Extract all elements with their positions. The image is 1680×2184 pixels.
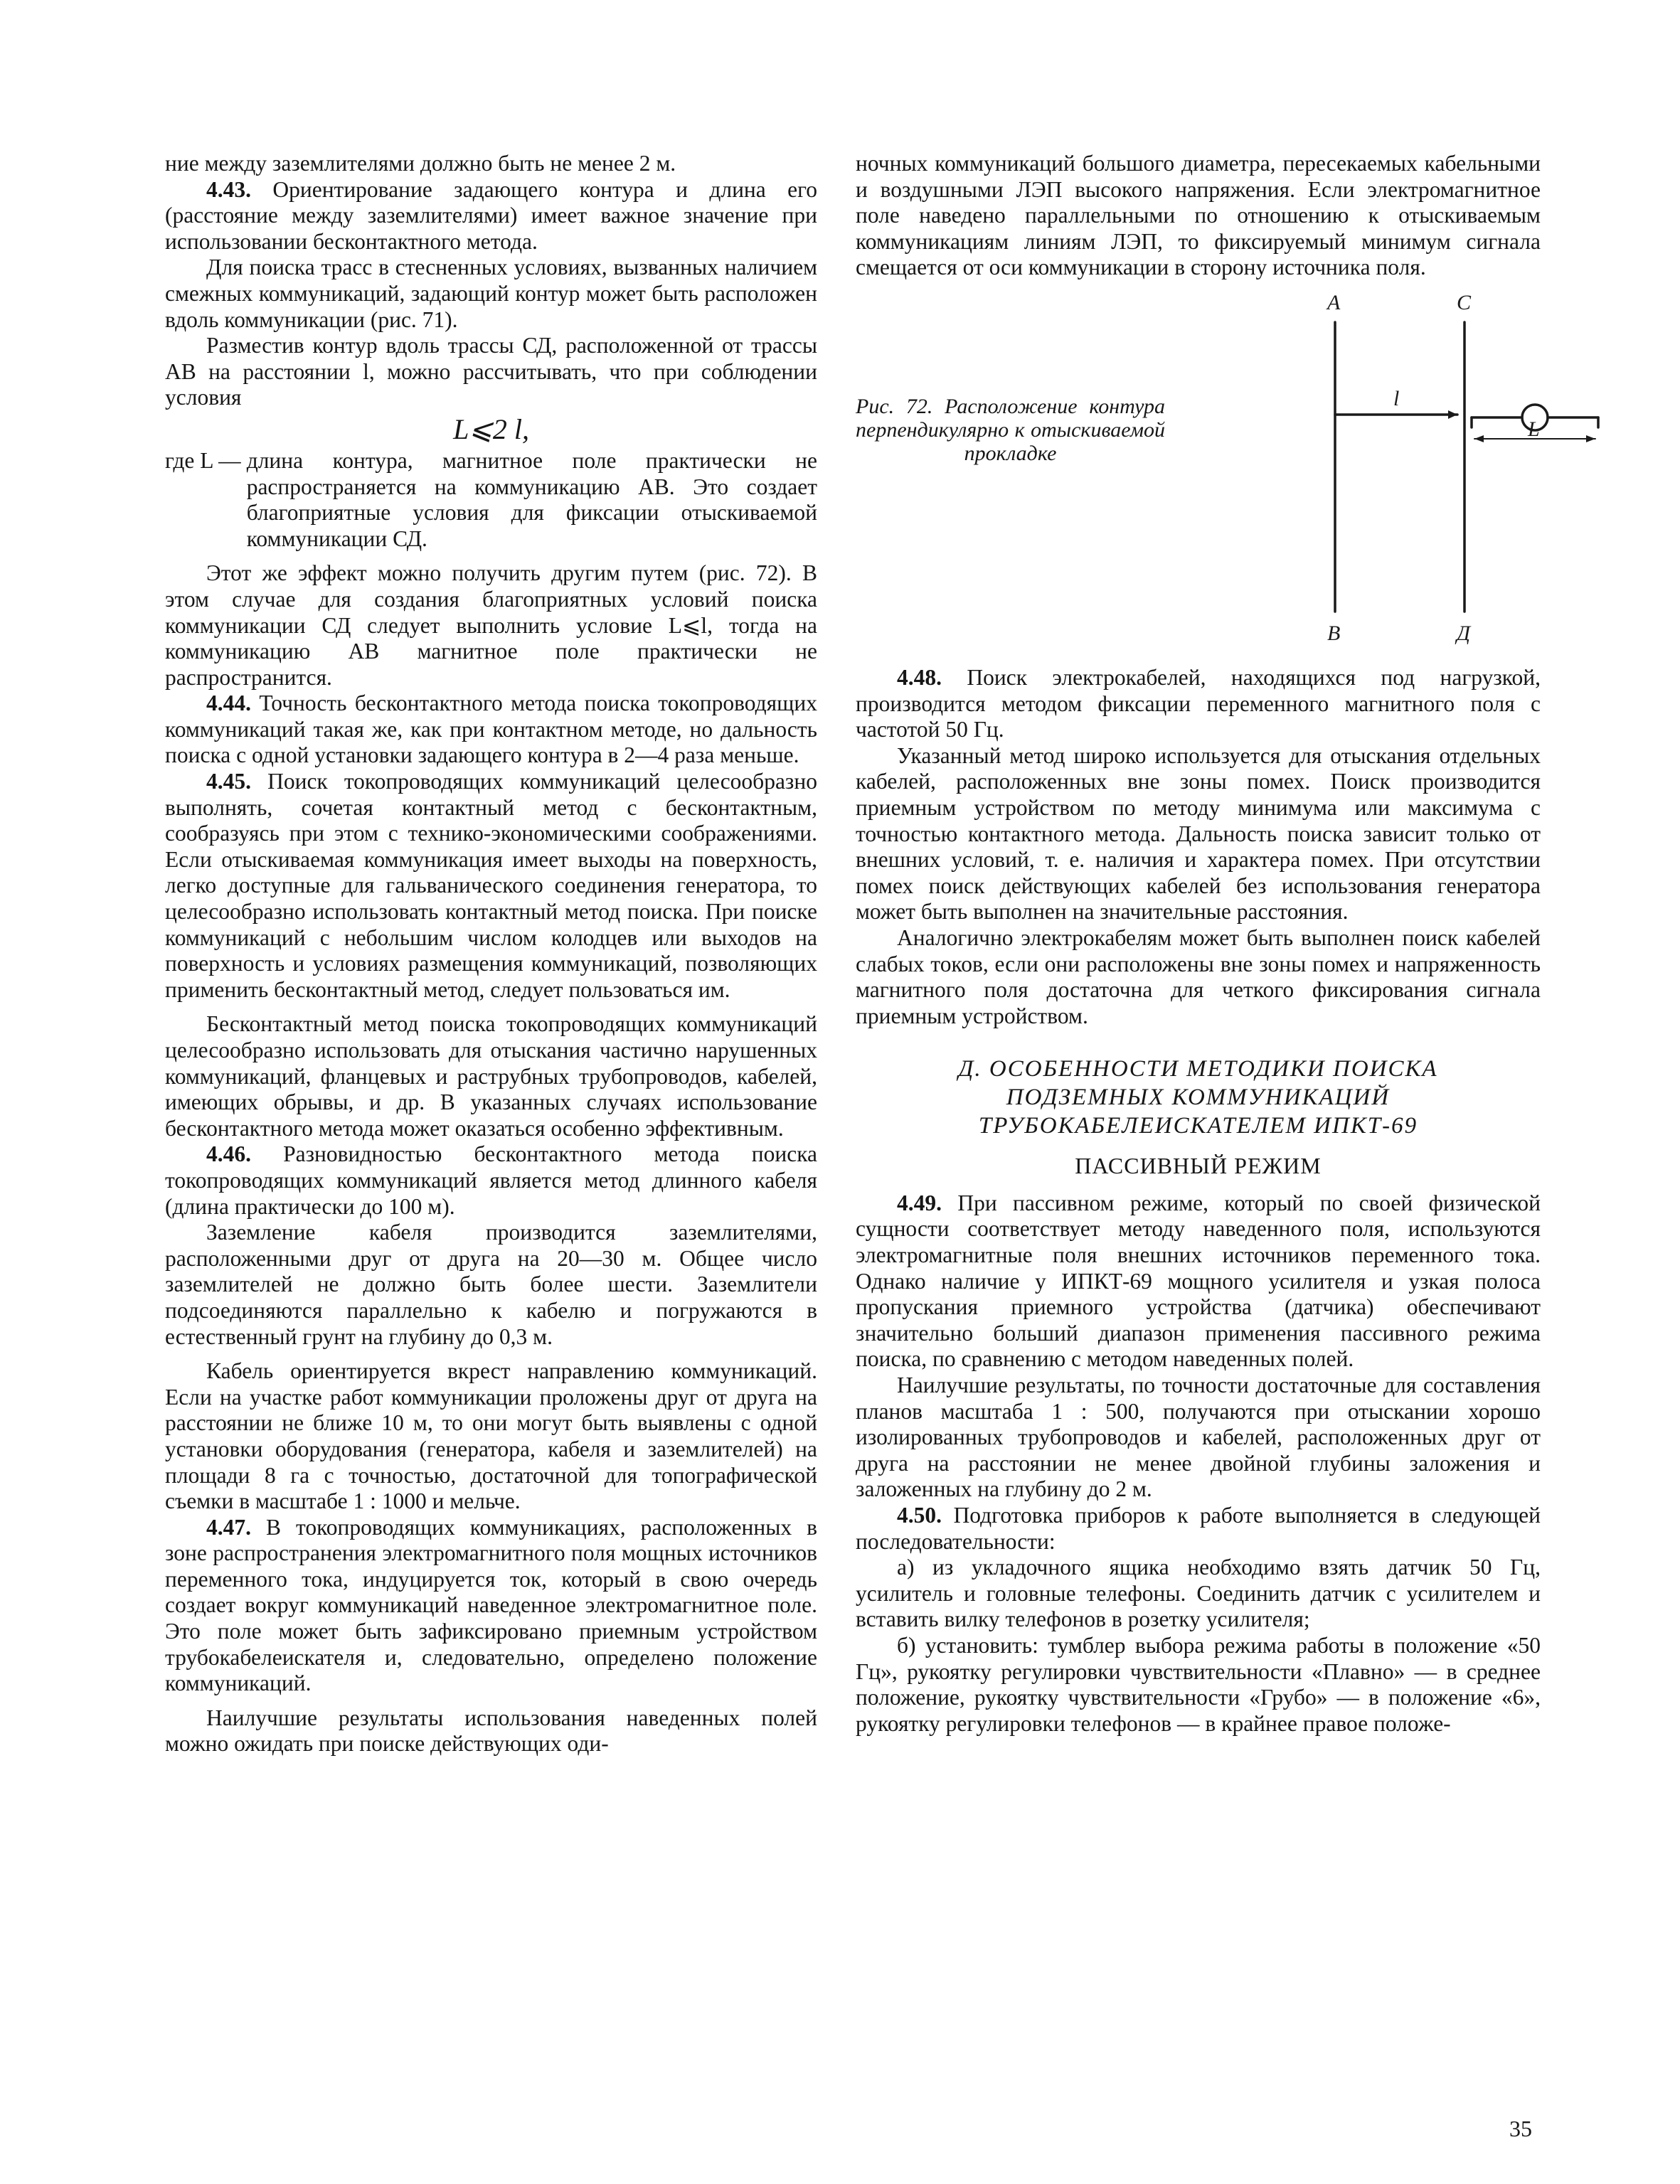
- paragraph-4-47: 4.47. В токопроводящих коммуникациях, расположенных в зоне распространения электромагнитного поля мощных источников переменного тока, индуцируется ток, который в свою очередь создает вокруг коммуникаций наведенное электромагнитное поле. Это поле может быть зафиксировано приемным устройством трубокабелеискателя и, следовательно, определено положение коммуникаций.: [165, 1514, 818, 1696]
- paragraph: Разместив контур вдоль трассы СД, расположенной от трассы АВ на расстоянии l, можно рассчитывать, что при соблюдении условия: [165, 333, 817, 410]
- figure-caption: Рис. 72. Расположение контура перпендикулярно к отыскиваемой прокладке: [856, 394, 1165, 465]
- label-L: L: [1528, 417, 1540, 441]
- paragraph-4-50: 4.50. Подготовка приборов к работе выполняется в следующей последовательности:: [856, 1503, 1541, 1554]
- subsection-title: ПАССИВНЫЙ РЕЖИМ: [1075, 1153, 1322, 1179]
- paragraph: Заземление кабеля производится заземлителями, расположенными друг от друга на 20—30 м. Общее число заземлителей не должно быть более шести. Заземлители подсоединяются параллельно к кабелю и погружаются в естественный грунт на глубину до 0,3 м.: [165, 1220, 817, 1349]
- paragraph: Этот же эффект можно получить другим путем (рис. 72). В этом случае для создания благоприятных условий поиска коммуникации СД следует выполнить условие L⩽l, тогда на коммуникацию АВ магнитное поле практически не распространится.: [165, 560, 817, 690]
- list-item-a: а) из укладочного ящика необходимо взять датчик 50 Гц, усилитель и головные телефоны. Соединить датчик с усилителем и вставить вилку телефонов в розетку усилителя;: [856, 1555, 1541, 1632]
- paragraph: ночных коммуникаций большого диаметра, пересекаемых кабельными и воздушными ЛЭП высокого напряжения. Если электромагнитное поле наведено параллельными по отношению к отыскиваемым коммуникациям линиям ЛЭП, то фиксируемый минимум сигнала смещается от оси коммуникации в сторону источника поля.: [856, 151, 1541, 280]
- paragraph-4-45: 4.45. Поиск токопроводящих коммуникаций целесообразно выполнять, сочетая контактный метод с бесконтактным, сообразуясь при этом с технико-экономическими соображениями. Если отыскиваемая коммуникация имеет выходы на поверхность, легко доступные для гальванического соединения генератора, то целесообразно использовать контактный метод поиска. При поиске коммуникаций с небольшим числом колодцев или выходов на поверхность и условиях размещения коммуникаций, позволяющих применить бесконтактный метод, следует пользоваться им.: [165, 769, 817, 1002]
- arrow-head: [1448, 410, 1457, 419]
- list-item-b: б) установить: тумблер выбора режима работы в положение «50 Гц», рукоятку регулировки чувствительности «Плавно» — в среднее положение, рукоятку чувствительности «Грубо» — в положение «6», рукоятку регулировки телефонов — в крайнее правое положе-: [856, 1632, 1541, 1736]
- paragraph-4-43: 4.43. Ориентирование задающего контура и длина его (расстояние между заземлителями) имеет важное значение при использовании бесконтактного метода.: [165, 176, 817, 254]
- page-number: 35: [1509, 2116, 1532, 2141]
- paragraph-4-44: 4.44. Точность бесконтактного метода поиска токопроводящих коммуникаций такая же, как при контактном методе, но дальность поиска с одной установки задающего контура в 2—4 раза меньше.: [165, 691, 818, 768]
- figure-72-diagram: [1169, 288, 1538, 658]
- paragraph-4-49: 4.49. При пассивном режиме, который по своей физической сущности соответствует методу наведенного поля, используются электромагнитные поля внешних источников переменного тока. Однако наличие у ИПКТ-69 мощного усилителя и узкая полоса пропускания приемного устройства (датчика) обеспечивают значительно больший диапазон применения пассивного режима поиска, по сравнению с методом наведенных полей.: [856, 1190, 1541, 1372]
- arrow-head: [1586, 435, 1595, 442]
- where-label: где L —: [165, 447, 241, 473]
- figure-72: [856, 288, 1541, 665]
- formula: L⩽2 l,: [453, 412, 529, 445]
- paragraph: Наилучшие результаты использования наведенных полей можно ожидать при поиске действующих оди-: [165, 1705, 817, 1757]
- formula-explanation: [165, 448, 817, 552]
- arrow-head: [1474, 435, 1484, 442]
- paragraph-4-48: 4.48. Поиск электрокабелей, находящихся под нагрузкой, производится методом фиксации переменного магнитного поля с частотой 50 Гц.: [856, 664, 1541, 742]
- paragraph-4-46: 4.46. Разновидностью бесконтактного метода поиска токопроводящих коммуникаций является метод длинного кабеля (длина практически до 100 м).: [165, 1141, 818, 1219]
- label-a: А: [1327, 290, 1341, 314]
- paragraph: Указанный метод широко используется для отыскания отдельных кабелей, расположенных вне зоны помех. Поиск производится приемным устройством по методу минимума или максимума с точностью контактного метода. Дальность поиска зависит только от внешних условий, т. е. наличия и характера помех. При отсутствии помех поиск действующих кабелей без использования генератора может быть выполнен на значительные расстояния.: [856, 742, 1541, 925]
- label-l: l: [1393, 386, 1400, 410]
- paragraph: Аналогично электрокабелям может быть выполнен поиск кабелей слабых токов, если они расположены вне зоны помех и напряженность магнитного поля достаточна для четкого фиксирования сигнала приемным устройством.: [856, 925, 1541, 1028]
- label-b: В: [1327, 621, 1341, 645]
- right-column: [856, 151, 1541, 1737]
- paragraph: ние между заземлителями должно быть не менее 2 м.: [165, 151, 676, 176]
- where-text: длина контура, магнитное поле практически не распространяется на коммуникацию АВ. Это создает благоприятные условия для фиксации отыскиваемой коммуникации СД.: [246, 447, 817, 551]
- paragraph: Наилучшие результаты, по точности достаточные для составления планов масштаба 1 : 500, получаются при отыскании хорошо изолированных трубопроводов и кабелей, расположенных друг от друга на расстоянии не менее двойной глубины заложения и заложенных на глубину до 2 м.: [856, 1373, 1541, 1502]
- paragraph: Кабель ориентируется вкрест направлению коммуникаций. Если на участке работ коммуникации проложены друг от друга на расстоянии не ближе 10 м, то они могут быть выявлены с одной установки оборудования (генератора, кабеля и заземлителей) на площади 8 га с точностью, достаточной для топографической съемки в масштабе 1 : 1000 и мельче.: [165, 1358, 817, 1514]
- section-title: Д. ОСОБЕННОСТИ МЕТОДИКИ ПОИСКА ПОДЗЕМНЫХ КОММУНИКАЦИЙ ТРУБОКАБЕЛЕИСКАТЕЛЕМ ИПКТ-69: [958, 1056, 1438, 1139]
- paragraph: Для поиска трасс в стесненных условиях, вызванных наличием смежных коммуникаций, задающий контур может быть расположен вдоль коммуникации (рис. 71).: [165, 255, 817, 332]
- label-d: Д: [1457, 621, 1471, 645]
- label-c: С: [1457, 290, 1472, 314]
- paragraph: Бесконтактный метод поиска токопроводящих коммуникаций целесообразно использовать для отыскания частично нарушенных коммуникаций, фланцевых и раструбных трубопроводов, кабелей, имеющих обрывы, и др. В указанных случаях использование бесконтактного метода может оказаться особенно эффективным.: [165, 1011, 817, 1141]
- left-column: [165, 151, 817, 1757]
